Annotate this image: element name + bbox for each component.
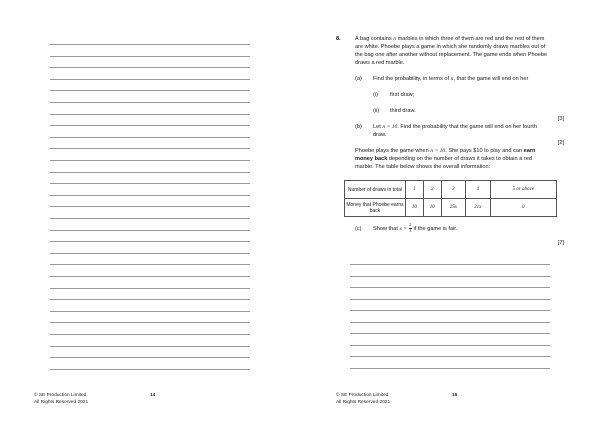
answer-line xyxy=(50,56,250,57)
answer-line xyxy=(50,79,250,80)
draws-cell: 2 xyxy=(423,181,441,199)
part-a-i-label: (i) xyxy=(373,92,378,98)
question-intro-line3: the bag one after another without replacement. The game ends when Phoebe xyxy=(355,52,548,58)
part-a-label: (a) xyxy=(355,76,362,82)
game-paragraph-line2: money back depending on the number of draws it takes to obtain a red xyxy=(355,156,532,162)
draws-cell: 3 xyxy=(441,181,465,199)
game-paragraph-line1: Phoebe plays the game when n = 10. She pays $10 to play and can earn xyxy=(355,148,536,154)
answer-line xyxy=(50,369,250,370)
part-a-text: Find the probability, in terms of n, that the game will end on her xyxy=(373,76,529,82)
part-b-text-cont: draw. xyxy=(373,132,387,138)
part-a-marks: [3] xyxy=(557,116,564,122)
part-c-text: Show that x = $\frac{2}{3}$ if the game is fair. xyxy=(373,222,458,234)
answer-line xyxy=(50,90,250,91)
answer-line xyxy=(50,346,250,347)
part-a-ii-text: third draw. xyxy=(390,108,416,114)
answer-line xyxy=(50,114,250,115)
game-paragraph-line3: marble. The table below shows the overall information: xyxy=(355,164,491,170)
draws-row xyxy=(345,181,557,199)
answer-line xyxy=(50,230,250,231)
draws-cell: 1 xyxy=(406,181,424,199)
right-footer-rights: All Rights Reserved 2021 xyxy=(336,400,391,405)
answer-line xyxy=(50,253,250,254)
fraction: $\frac{2}{3}$ xyxy=(409,222,412,234)
answer-line xyxy=(350,356,550,357)
draws-header: Number of draws in total xyxy=(345,181,406,199)
answer-line xyxy=(350,276,550,277)
draws-cell: 5 or above xyxy=(490,181,557,199)
part-a-i-text: first draw; xyxy=(390,92,415,98)
answer-line xyxy=(350,310,550,311)
answer-line xyxy=(350,264,550,265)
left-page-number: 14 xyxy=(150,393,156,398)
answer-line xyxy=(50,276,250,277)
answer-line xyxy=(50,195,250,196)
part-b-text: Let n = 10. Find the probability that the game will end on her fourth xyxy=(373,124,537,130)
part-b-marks: [2] xyxy=(557,140,564,146)
answer-line xyxy=(50,148,250,149)
answer-line xyxy=(50,264,250,265)
right-footer-copyright: © SE Production Limited xyxy=(336,393,389,398)
money-header: Money that Phoebe earns back xyxy=(345,199,406,217)
part-b-label: (b) xyxy=(355,124,362,130)
answer-line xyxy=(50,299,250,300)
money-cell: 10 xyxy=(406,199,424,217)
money-table xyxy=(344,180,557,217)
answer-line xyxy=(350,345,550,346)
part-a-ii-label: (ii) xyxy=(373,108,380,114)
answer-line xyxy=(50,206,250,207)
money-cell: 21x xyxy=(466,199,490,217)
money-cell: 10 xyxy=(423,199,441,217)
answer-line xyxy=(50,67,250,68)
answer-line xyxy=(350,299,550,300)
answer-line xyxy=(50,357,250,358)
answer-line xyxy=(50,172,250,173)
answer-line xyxy=(50,102,250,103)
question-intro-line4: draws a red marble. xyxy=(355,60,405,66)
part-c-label: (c) xyxy=(355,226,362,232)
question-number: 8. xyxy=(336,36,341,42)
answer-line xyxy=(50,183,250,184)
money-cell: 0 xyxy=(490,199,557,217)
answer-line xyxy=(50,311,250,312)
part-c-marks: [7] xyxy=(557,240,564,246)
answer-line xyxy=(50,241,250,242)
money-cell: 25x xyxy=(441,199,465,217)
answer-line xyxy=(50,322,250,323)
question-intro-line2: are white. Phoebe plays a game in which she randomly draws marbles out of xyxy=(355,44,546,50)
answer-line xyxy=(350,322,550,323)
draws-cell: 4 xyxy=(466,181,490,199)
left-footer-copyright: © SE Production Limited xyxy=(34,393,87,398)
money-row xyxy=(345,199,557,217)
right-page xyxy=(300,0,600,424)
answer-line xyxy=(350,368,550,369)
answer-line xyxy=(50,137,250,138)
answer-line xyxy=(50,288,250,289)
answer-line xyxy=(50,44,250,45)
answer-line xyxy=(50,334,250,335)
answer-line xyxy=(50,125,250,126)
left-footer-rights: All Rights Reserved 2021 xyxy=(34,400,89,405)
answer-line xyxy=(50,218,250,219)
question-intro-line1: A bag contains n marbles in which three of them are red and the rest of them xyxy=(355,36,545,42)
right-page-number: 15 xyxy=(452,393,458,398)
answer-line xyxy=(350,287,550,288)
answer-line xyxy=(50,160,250,161)
answer-line xyxy=(350,333,550,334)
